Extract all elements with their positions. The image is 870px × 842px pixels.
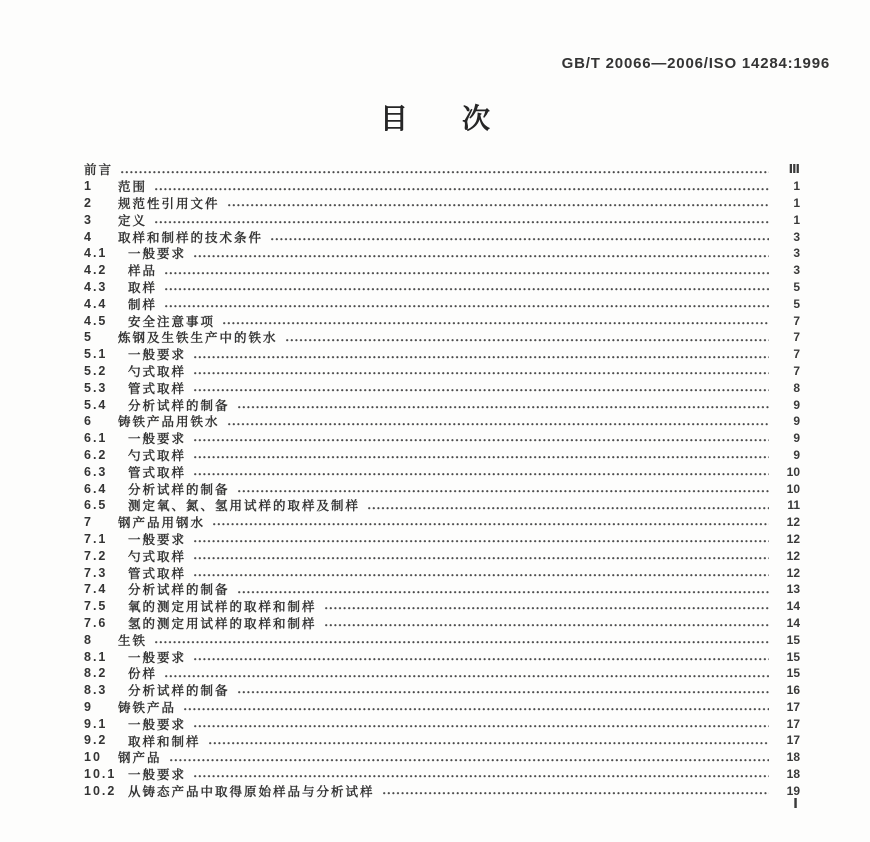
dot-leader	[194, 430, 769, 447]
toc-entry-label: 一般要求	[128, 432, 187, 447]
dot-leader	[194, 715, 769, 732]
toc-entry-page-number: 9	[793, 447, 800, 462]
dot-leader	[194, 447, 769, 464]
toc-entry-label: 一般要求	[128, 768, 187, 783]
toc-entry-number: 10.1	[84, 767, 117, 782]
dot-leader	[209, 732, 769, 749]
toc-row	[84, 631, 800, 648]
dot-leader	[238, 581, 769, 598]
toc-entry-page-number: 9	[793, 414, 800, 429]
toc-entry-page-number: 9	[793, 397, 800, 412]
dot-leader	[194, 648, 769, 665]
toc-entry-page-number: 17	[786, 716, 800, 731]
toc-row	[84, 497, 800, 514]
toc-entry-page-number: 14	[786, 615, 800, 630]
toc-row	[84, 228, 800, 245]
dot-leader	[194, 363, 769, 380]
toc-entry-label: 分析试样的制备	[128, 482, 230, 497]
dot-leader	[155, 211, 769, 228]
toc-entry-number: 8.1	[84, 649, 108, 664]
toc-entry-page-number: 16	[786, 683, 800, 698]
dot-leader	[194, 463, 769, 480]
toc-entry-page-number: 12	[786, 565, 800, 580]
toc-row	[84, 262, 800, 279]
toc-entry-label: 分析试样的制备	[128, 684, 230, 699]
toc-entry-number: 5.3	[84, 380, 108, 395]
toc-entry-number: 5	[84, 330, 93, 345]
toc-entry-label: 份样	[128, 667, 158, 682]
toc-row	[84, 749, 800, 766]
standard-code: GB/T 20066—2006/ISO 14284:1996	[561, 55, 830, 72]
toc-row	[84, 279, 800, 296]
toc-entry-page-number: 14	[786, 599, 800, 614]
toc-entry-page-number: 18	[786, 750, 800, 765]
dot-leader	[223, 312, 769, 329]
toc-entry-number: 4.5	[84, 313, 108, 328]
toc-entry-page-number: 7	[793, 363, 800, 378]
toc-entry-page-number: 17	[786, 733, 800, 748]
toc-entry-label: 取样	[128, 280, 158, 295]
toc-entry-label: 前言	[84, 163, 114, 178]
dot-leader	[194, 564, 769, 581]
toc-row	[84, 329, 800, 346]
toc-row	[84, 564, 800, 581]
toc-row	[84, 766, 800, 783]
toc-row	[84, 715, 800, 732]
dot-leader	[194, 766, 769, 783]
toc-row	[84, 413, 800, 430]
toc-entry-label: 从铸态产品中取得原始样品与分析试样	[128, 784, 375, 799]
toc-entry-number: 8	[84, 632, 93, 647]
toc-row	[84, 531, 800, 548]
toc-entry-page-number: 13	[786, 582, 800, 597]
toc-entry-number: 5.2	[84, 363, 108, 378]
dot-leader	[165, 279, 769, 296]
footer-page-number: Ⅰ	[793, 796, 798, 811]
toc-entry-label: 一般要求	[128, 717, 187, 732]
toc-entry-label: 管式取样	[128, 566, 187, 581]
toc-row	[84, 161, 800, 178]
toc-entry-label: 测定氧、氮、氢用试样的取样及制样	[128, 499, 361, 514]
dot-leader	[238, 480, 769, 497]
toc-entry-number: 5.4	[84, 397, 108, 412]
dot-leader	[325, 615, 769, 632]
toc-entry-label: 范围	[118, 180, 148, 195]
dot-leader	[238, 682, 769, 699]
dot-leader	[194, 531, 769, 548]
toc-row	[84, 665, 800, 682]
toc-entry-label: 安全注意事项	[128, 314, 216, 329]
toc-entry-label: 勺式取样	[128, 549, 187, 564]
page-title	[0, 97, 870, 137]
toc-row	[84, 732, 800, 749]
toc-entry-label: 制样	[128, 297, 158, 312]
toc-entry-page-number: 3	[793, 263, 800, 278]
toc-entry-label: 取样和制样的技术条件	[118, 230, 264, 245]
toc-row	[84, 363, 800, 380]
toc-row	[84, 211, 800, 228]
dot-leader	[194, 245, 769, 262]
toc-entry-number: 7.3	[84, 565, 108, 580]
toc-entry-number: 7.6	[84, 615, 108, 630]
toc-entry-number: 4.2	[84, 263, 108, 278]
toc-row	[84, 682, 800, 699]
toc-entry-number: 4.4	[84, 296, 108, 311]
toc-row	[84, 245, 800, 262]
toc-entry-number: 6.1	[84, 431, 108, 446]
toc-row	[84, 379, 800, 396]
toc-row	[84, 178, 800, 195]
toc-entry-page-number: 15	[786, 666, 800, 681]
toc-row	[84, 195, 800, 212]
toc-entry-page-number: 12	[786, 531, 800, 546]
toc-entry-number: 9.2	[84, 733, 108, 748]
toc-entry-page-number: 8	[793, 380, 800, 395]
toc-entry-page-number: 3	[793, 246, 800, 261]
toc-entry-label: 氢的测定用试样的取样和制样	[128, 616, 317, 631]
dot-leader	[155, 631, 769, 648]
toc-entry-number: 7.1	[84, 531, 108, 546]
toc-entry-number: 10.2	[84, 783, 117, 798]
toc-row	[84, 346, 800, 363]
dot-leader	[228, 195, 769, 212]
toc-entry-number: 6	[84, 414, 93, 429]
toc-entry-page-number: 9	[793, 431, 800, 446]
toc-entry-number: 2	[84, 195, 93, 210]
toc-entry-page-number: 5	[793, 296, 800, 311]
toc-entry-label: 管式取样	[128, 381, 187, 396]
dot-leader	[194, 379, 769, 396]
toc-entry-number: 10	[84, 750, 102, 765]
dot-leader	[271, 228, 769, 245]
dot-leader	[165, 295, 769, 312]
dot-leader	[368, 497, 769, 514]
toc-row	[84, 699, 800, 716]
toc-entry-number: 6.4	[84, 481, 108, 496]
toc-entry-label: 定义	[118, 213, 148, 228]
page-title-char-left: 目	[379, 103, 408, 134]
toc-row	[84, 648, 800, 665]
dot-leader	[155, 178, 769, 195]
toc-row	[84, 581, 800, 598]
toc-entry-number: 8.2	[84, 666, 108, 681]
toc-entry-label: 一般要求	[128, 532, 187, 547]
toc-row	[84, 615, 800, 632]
toc-entry-label: 勺式取样	[128, 448, 187, 463]
dot-leader	[228, 413, 769, 430]
toc-entry-number: 7.2	[84, 548, 108, 563]
dot-leader	[286, 329, 769, 346]
toc-entry-number: 7	[84, 515, 93, 530]
toc-entry-number: 6.5	[84, 498, 108, 513]
toc-row	[84, 514, 800, 531]
toc-entry-number: 3	[84, 212, 93, 227]
toc-entry-number: 4	[84, 229, 93, 244]
toc-entry-number: 1	[84, 179, 93, 194]
dot-leader	[165, 262, 769, 279]
dot-leader	[238, 396, 769, 413]
toc-entry-number: 5.1	[84, 347, 108, 362]
dot-leader	[213, 514, 769, 531]
toc-list	[84, 161, 800, 799]
toc-row	[84, 447, 800, 464]
toc-entry-number: 7.4	[84, 582, 108, 597]
toc-entry-label: 一般要求	[128, 247, 187, 262]
dot-leader	[121, 161, 769, 178]
toc-entry-label: 氧的测定用试样的取样和制样	[128, 600, 317, 615]
toc-row	[84, 782, 800, 799]
dot-leader	[325, 598, 769, 615]
toc-entry-page-number: 7	[793, 313, 800, 328]
toc-row	[84, 480, 800, 497]
dot-leader	[184, 699, 769, 716]
toc-entry-page-number: 15	[786, 632, 800, 647]
toc-entry-page-number: 12	[786, 515, 800, 530]
toc-entry-page-number: 1	[793, 212, 800, 227]
toc-entry-label: 分析试样的制备	[128, 398, 230, 413]
toc-entry-page-number: 17	[786, 699, 800, 714]
toc-entry-page-number: 18	[786, 767, 800, 782]
toc-row	[84, 430, 800, 447]
toc-row	[84, 396, 800, 413]
toc-entry-page-number: 12	[786, 548, 800, 563]
toc-entry-page-number: 15	[786, 649, 800, 664]
toc-entry-page-number: 1	[793, 195, 800, 210]
toc-entry-number: 4.3	[84, 279, 108, 294]
toc-entry-number: 7.5	[84, 599, 108, 614]
toc-entry-label: 分析试样的制备	[128, 583, 230, 598]
dot-leader	[194, 346, 769, 363]
toc-row	[84, 463, 800, 480]
toc-entry-number: 9.1	[84, 716, 108, 731]
toc-entry-page-number: Ⅲ	[788, 162, 800, 177]
toc-entry-page-number: 5	[793, 279, 800, 294]
toc-entry-label: 取样和制样	[128, 734, 201, 749]
toc-entry-page-number: 7	[793, 347, 800, 362]
toc-entry-page-number: 19	[786, 783, 800, 798]
toc-entry-page-number: 10	[786, 481, 800, 496]
toc-entry-number: 9	[84, 699, 93, 714]
toc-entry-page-number: 3	[793, 229, 800, 244]
toc-entry-label: 勺式取样	[128, 364, 187, 379]
toc-entry-label: 规范性引用文件	[118, 197, 220, 211]
toc-row	[84, 312, 800, 329]
toc-entry-page-number: 11	[787, 498, 800, 513]
toc-entry-number: 8.3	[84, 683, 108, 698]
toc-entry-number: 6.3	[84, 464, 108, 479]
toc-entry-page-number: 10	[786, 464, 800, 479]
toc-entry-label: 一般要求	[128, 348, 187, 363]
toc-entry-label: 铸铁产品	[118, 700, 177, 715]
toc-entry-label: 生铁	[118, 633, 148, 648]
toc-entry-number: 6.2	[84, 447, 108, 462]
toc-entry-label: 样品	[128, 264, 158, 279]
toc-entry-page-number: 1	[793, 179, 800, 194]
toc-row	[84, 295, 800, 312]
toc-entry-label: 管式取样	[128, 465, 187, 480]
toc-entry-label: 铸铁产品用铁水	[118, 415, 220, 430]
page-title-char-right: 次	[462, 103, 491, 134]
toc-entry-label: 炼钢及生铁生产中的铁水	[118, 331, 278, 346]
toc-entry-page-number: 7	[793, 330, 800, 345]
toc-entry-label: 一般要求	[128, 650, 187, 665]
dot-leader	[383, 782, 769, 799]
dot-leader	[194, 547, 769, 564]
dot-leader	[165, 665, 769, 682]
dot-leader	[170, 749, 769, 766]
toc-entry-label: 钢产品用钢水	[118, 516, 206, 531]
toc-entry-label: 钢产品	[118, 751, 162, 766]
toc-row	[84, 547, 800, 564]
toc-entry-number: 4.1	[84, 246, 108, 261]
toc-row	[84, 598, 800, 615]
